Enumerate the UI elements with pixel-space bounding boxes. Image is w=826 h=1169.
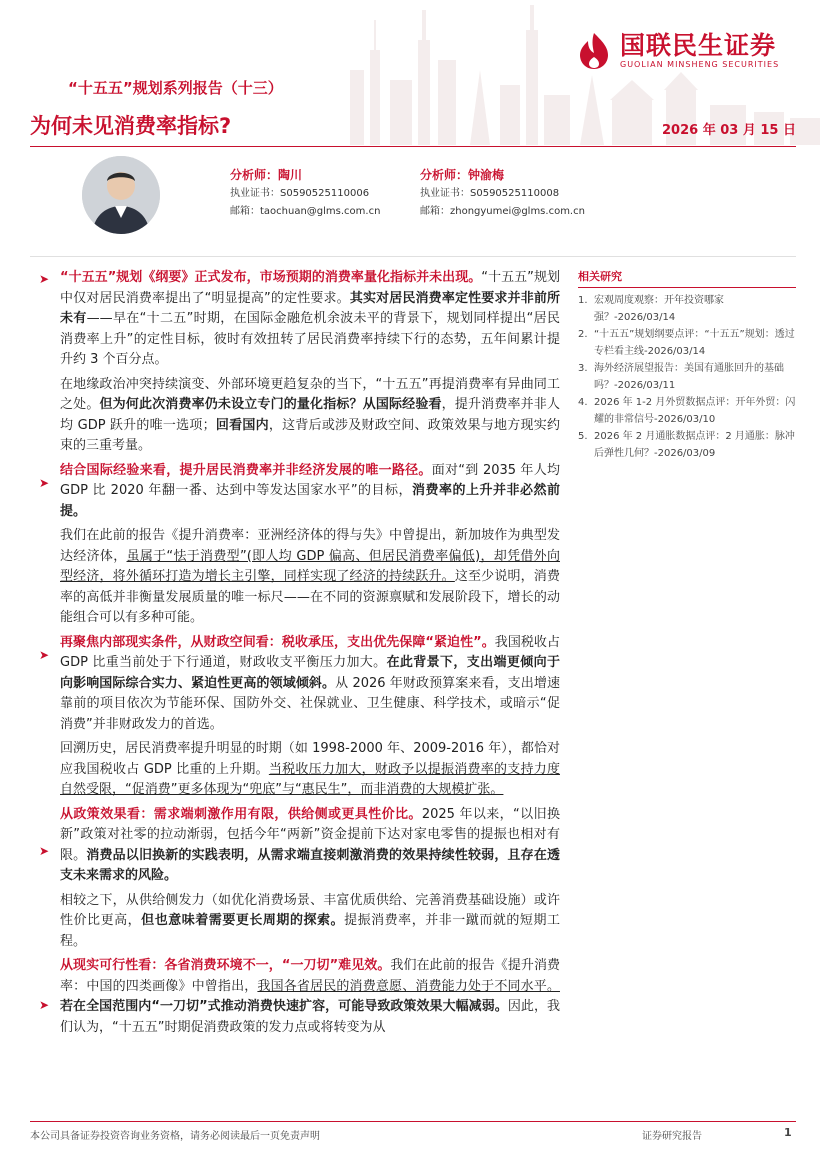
analyst-card-2 (420, 165, 585, 221)
footer-report-type: 证券研究报告 (642, 1131, 702, 1142)
section-2-para-2 (60, 526, 560, 629)
logo-chinese-name: 国联民生证券 (620, 31, 777, 60)
related-research-item[interactable] (578, 360, 796, 394)
bullet-arrow-icon: ➤ (39, 998, 50, 1012)
section-4-text: 2025 年以来，“以旧换新”政策对社零的拉动渐弱，包括今年“两新”资金提前下达对家电零售的提振也相对有限。 (60, 806, 560, 863)
analyst-2-label: 分析师： (420, 168, 469, 182)
related-item-number: 3. (578, 363, 588, 374)
section-4-p2a: 相较之下，从供给侧发力（如优化消费场景、丰富优质供给、完善消费基础设施）或许性价比更高， (60, 892, 560, 928)
section-4-p2c: 提振消费率，并非一蹴而就的短期工程。 (60, 913, 560, 949)
header-divider (30, 146, 796, 147)
section-5-text: 我们在此前的报告《提升消费率：中国的四类画像》中曾指出， (60, 958, 560, 994)
related-item-text: 2026 年 2 月通胀数据点评：2 月通胀：脉冲后弹性几何？-2026/03/09 (594, 431, 795, 459)
section-4-p2b: 但也意味着需要更长周期的探索。 (141, 913, 345, 928)
report-series: “十五五”规划系列报告（十三） (68, 79, 283, 97)
related-research-item[interactable] (578, 428, 796, 462)
section-4-heading: 从政策效果看：需求端刺激作用有限，供给侧或更具性价比。 (60, 806, 422, 822)
related-item-text: 海外经济展望报告：美国有通胀回升的基础吗？-2026/03/11 (594, 363, 784, 391)
related-item-text: 2026 年 1-2 月外贸数据点评：开年外贸：闪耀的非常信号-2026/03/10 (594, 397, 796, 425)
footer-disclaimer: 本公司具备证券投资咨询业务资格，请务必阅读最后一页免责声明 (30, 1131, 320, 1142)
bullet-arrow-icon: ➤ (39, 272, 50, 286)
section-3-text: 我国税收占 GDP 比重当前处于下行通道，财政收支平衡压力加大。 (60, 634, 560, 670)
section-5-underline: 我国各省居民的消费意愿、消费能力处于不同水平。 (257, 978, 560, 994)
section-1-p2a: 在地缘政治冲突持续演变、外部环境更趋复杂的当下，“十五五”再提消费率有异曲同工之处。 (60, 376, 560, 412)
analyst-2-name: 钟渝梅 (468, 168, 505, 182)
section-4-bold: 消费品以旧换新的实践表明，从需求端直接刺激消费的效果持续性较弱，且存在透支未来需求的风险。 (60, 847, 560, 883)
analyst-2-name-line (420, 165, 585, 185)
related-research-item[interactable] (578, 326, 796, 360)
section-2-para-1 (60, 461, 560, 523)
section-3-para-1 (60, 633, 560, 736)
section-2-p2b: 虽属于“怯于消费型”(即人均 GDP 偏高、但居民消费率偏低)，却凭借外向型经济，将外循环打造为增长主引擎，同样实现了经济的持续跃升。 (60, 548, 560, 584)
related-item-text: 宏观周度观察：开年投资哪家强？-2026/03/14 (594, 295, 724, 323)
analyst-1-email[interactable]: 邮箱：taochuan@glms.com.cn (230, 206, 381, 217)
logo-flame-icon (574, 31, 614, 71)
section-3-bold: 在此背景下，支出端更倾向于向影响国际综合实力、紧迫性更高的领域倾斜。 (60, 655, 560, 691)
related-item-number: 2. (578, 329, 588, 340)
section-2-p2a: 我们在此前的报告《提升消费率：亚洲经济体的得与失》中曾提出，新加坡作为典型发达经济体， (60, 528, 560, 564)
section-1-text-2: ——早在“十二五”时期，在国际金融危机余波未平的背景下，规划同样提出“居民消费率上升”的定性目标，彼时有效扭转了居民消费率持续下行的态势，五年间累计提升约 3 个百分点。 (60, 311, 560, 367)
section-1-bold: 其实对居民消费率定性要求并非前所未有 (60, 290, 560, 326)
related-research-sidebar (578, 268, 796, 462)
section-2-p2c: 这至少说明，消费率的高低并非衡量发展质量的唯一标尺——在不同的资源禀赋和发展阶段下，增长的动能组合可以有多种可能。 (60, 569, 560, 625)
bullet-arrow-icon: ➤ (39, 648, 50, 662)
logo-english-name: GUOLIAN MINSHENG SECURITIES (620, 60, 780, 69)
related-research-item[interactable] (578, 292, 796, 326)
related-research-list (578, 292, 796, 462)
section-5-bold: 若在全国范围内“一刀切”式推动消费快速扩容，可能导致政策效果大幅减弱。 (60, 999, 508, 1014)
section-4-para-1 (60, 805, 560, 887)
company-logo (574, 28, 779, 74)
analyst-1-name: 陶川 (278, 168, 303, 182)
section-2-bold: 消费率的上升并非必然前提。 (60, 483, 560, 519)
analyst-2-email[interactable]: 邮箱：zhongyumei@glms.com.cn (420, 206, 585, 217)
related-research-item[interactable] (578, 394, 796, 428)
footer-divider (30, 1121, 796, 1122)
report-summary (60, 268, 560, 1042)
section-5-heading: 从现实可行性看：各省消费环境不一，“一刀切”难见效。 (60, 958, 391, 973)
analyst-2-cert: 执业证书：S0590525110008 (420, 188, 560, 199)
section-2-heading: 结合国际经验来看，提升居民消费率并非经济发展的唯一路径。 (60, 462, 432, 478)
section-4-para-2 (60, 891, 560, 953)
section-3-para-2 (60, 739, 560, 801)
section-1-heading: “十五五”规划《纲要》正式发布，市场预期的消费率量化指标并未出现。 (60, 270, 482, 285)
analyst-avatar-icon (82, 156, 160, 234)
analyst-divider (30, 256, 796, 257)
page-number: 1 (784, 1126, 792, 1139)
section-2-text: 面对“到 2035 年人均 GDP 比 2020 年翻一番、达到中等发达国家水平”的目标， (60, 462, 560, 498)
section-3-p2b: 当税收压力加大，财政予以提振消费率的支持力度自然受限，“促消费”更多体现为“兜底”与“惠民生”，而非消费的大规模扩张。 (60, 761, 560, 797)
report-title: 为何未见消费率指标? (30, 114, 232, 138)
section-3-heading: 再聚焦内部现实条件，从财政空间看：税收承压，支出优先保障“紧迫性”。 (60, 634, 495, 650)
section-3-p2a: 回溯历史，居民消费率提升明显的时期（如 1998-2000 年、2009-2016 年），都恰对应我国税收占 GDP 比重的上升期。 (60, 741, 560, 777)
report-date: 2026 年 03 月 15 日 (662, 123, 796, 138)
section-1-p2e: ，这背后或涉及财政空间、政策效果与地方现实约束的三重考量。 (60, 417, 560, 453)
analyst-card-1 (230, 165, 380, 221)
section-1-para-1 (60, 268, 560, 371)
analyst-photo (82, 156, 160, 234)
related-item-text: “十五五”规划纲要点评：“十五五”规划：透过专栏看主线-2026/03/14 (594, 329, 795, 357)
section-5-para-1 (60, 956, 560, 1038)
section-1-text: “十五五”规划中仅对居民消费率提出了“明显提高”的定性要求。 (60, 270, 560, 306)
section-1-p2d: 回看国内 (215, 417, 269, 433)
section-1-p2c: ，提升消费率并非人均 GDP 跃升的唯一选项； (60, 397, 560, 433)
report-header (0, 0, 826, 145)
related-item-number: 1. (578, 295, 588, 306)
related-item-number: 4. (578, 397, 588, 408)
related-research-title: 相关研究 (578, 268, 796, 288)
section-1-para-2 (60, 375, 560, 457)
bullet-arrow-icon: ➤ (39, 844, 50, 858)
analyst-1-name-line (230, 165, 380, 185)
analyst-1-cert: 执业证书：S0590525110006 (230, 188, 370, 199)
related-item-number: 5. (578, 431, 588, 442)
section-1-p2b: 但为何此次消费率仍未设立专门的量化指标？从国际经验看 (99, 397, 442, 412)
analyst-1-label: 分析师： (230, 168, 279, 182)
section-5-text-2: 因此，我们认为，“十五五”时期促消费政策的发力点或将转变为从 (60, 999, 560, 1035)
bullet-arrow-icon: ➤ (39, 476, 50, 490)
section-3-text-2: 从 2026 年财政预算案来看，支出增速靠前的项目依次为节能环保、国防外交、社保就业、卫生健康、科学技术，或暗示“促消费”并非财政发力的首选。 (60, 675, 560, 732)
